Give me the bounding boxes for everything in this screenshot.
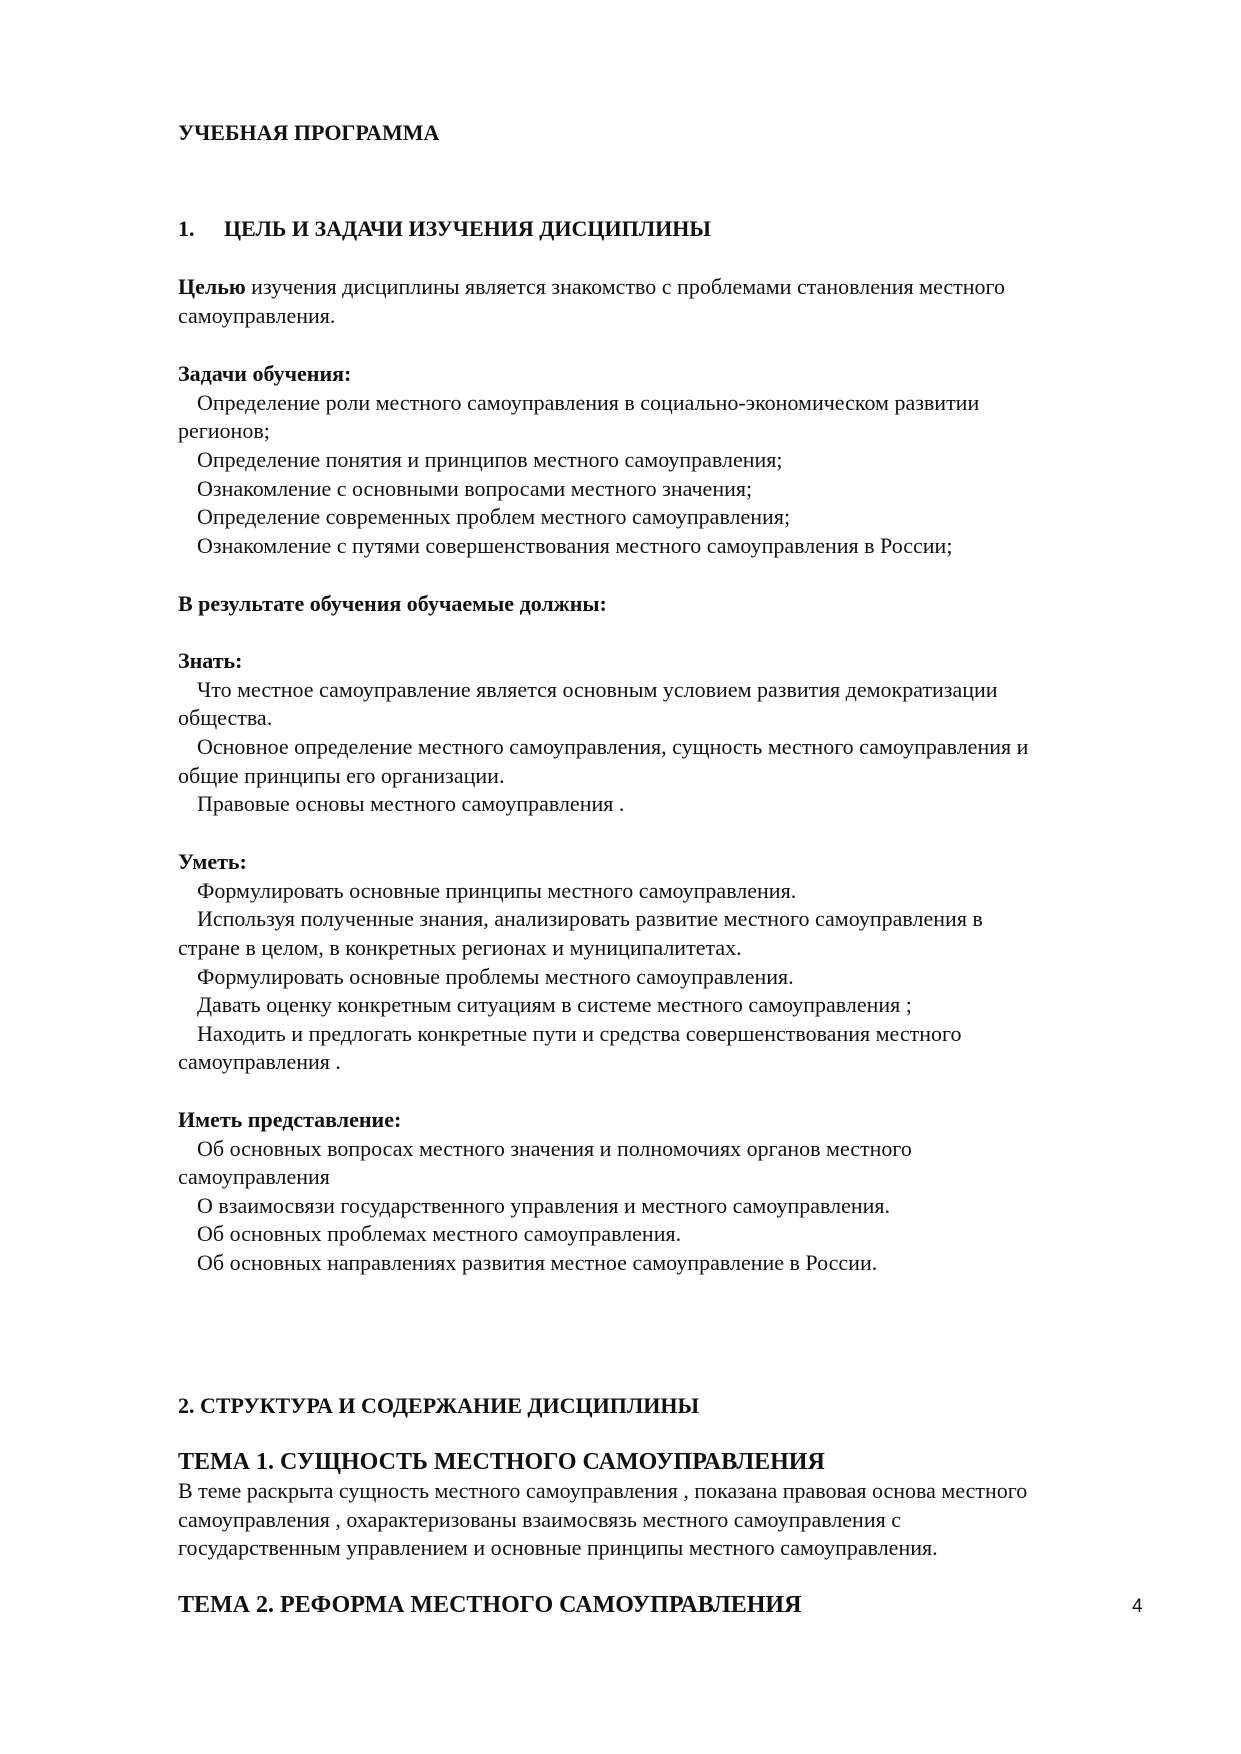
topic-2-heading: ТЕМА 2. РЕФОРМА МЕСТНОГО САМОУПРАВЛЕНИЯ	[178, 1592, 802, 1618]
know-item: Что местное самоуправление является основным условием развития демократизации	[197, 677, 998, 702]
idea-item: О взаимосвязи государственного управления и местного самоуправления.	[197, 1193, 891, 1218]
know-item-continuation: общества.	[178, 705, 273, 730]
results-heading: В результате обучения обучаемые должны:	[178, 591, 607, 616]
know-heading: Знать:	[178, 648, 243, 673]
able-item: Формулировать основные проблемы местного самоуправления.	[197, 964, 794, 989]
task-item: Определение понятия и принципов местного самоуправления;	[197, 447, 783, 472]
know-item: Правовые основы местного самоуправления .	[197, 791, 625, 816]
task-item: Ознакомление с путями совершенствования местного самоуправления в России;	[197, 533, 953, 558]
idea-item: Об основных проблемах местного самоуправления.	[197, 1221, 682, 1246]
able-item-continuation: стране в целом, в конкретных регионах и муниципалитетах.	[178, 935, 742, 960]
topic-1-text-line: государственным управлением и основные принципы местного самоуправления.	[178, 1535, 938, 1560]
idea-item: Об основных направлениях развития местное самоуправление в России.	[197, 1250, 878, 1275]
able-item: Давать оценку конкретным ситуациям в системе местного самоуправления ;	[197, 992, 912, 1017]
section-2-heading: 2. СТРУКТУРА И СОДЕРЖАНИЕ ДИСЦИПЛИНЫ	[178, 1393, 700, 1418]
idea-item-continuation: самоуправления	[178, 1164, 330, 1189]
section-1-heading	[178, 214, 1158, 243]
topic-1-text-line: самоуправления , охарактеризованы взаимосвязь местного самоуправления с	[178, 1507, 901, 1532]
know-item-continuation: общие принципы его организации.	[178, 763, 505, 788]
able-item: Используя полученные знания, анализировать развитие местного самоуправления в	[197, 906, 983, 931]
page-number: 4	[1132, 1596, 1143, 1617]
document-title: УЧЕБНАЯ ПРОГРАММА	[178, 120, 440, 145]
section-1-number: 1.	[178, 216, 195, 241]
topic-1-text-line: В теме раскрыта сущность местного самоуправления , показана правовая основа местного	[178, 1478, 1028, 1503]
able-item-continuation: самоуправления .	[178, 1049, 341, 1074]
topic-1-heading: ТЕМА 1. СУЩНОСТЬ МЕСТНОГО САМОУПРАВЛЕНИЯ	[178, 1449, 825, 1475]
able-heading: Уметь:	[178, 849, 247, 874]
task-item: Определение роли местного самоуправления в социально-экономическом развитии	[197, 390, 980, 415]
idea-item: Об основных вопросах местного значения и полномочиях органов местного	[197, 1136, 912, 1161]
task-item: Определение современных проблем местного самоуправления;	[197, 504, 791, 529]
tasks-heading: Задачи обучения:	[178, 361, 352, 386]
know-item: Основное определение местного самоуправления, сущность местного самоуправления и	[197, 734, 1029, 759]
section-1-title: ЦЕЛЬ И ЗАДАЧИ ИЗУЧЕНИЯ ДИСЦИПЛИНЫ	[224, 216, 711, 241]
task-item-continuation: регионов;	[178, 418, 270, 443]
goal-line-1	[178, 272, 1158, 301]
idea-heading: Иметь представление:	[178, 1107, 402, 1132]
goal-bold-label: Целью	[178, 274, 246, 299]
able-item: Формулировать основные принципы местного самоуправления.	[197, 878, 797, 903]
task-item: Ознакомление с основными вопросами местного значения;	[197, 476, 753, 501]
goal-line-2: самоуправления.	[178, 303, 336, 328]
goal-text: изучения дисциплины является знакомство с проблемами становления местного	[245, 274, 1006, 299]
able-item: Находить и предлогать конкретные пути и средства совершенствования местного	[197, 1021, 962, 1046]
